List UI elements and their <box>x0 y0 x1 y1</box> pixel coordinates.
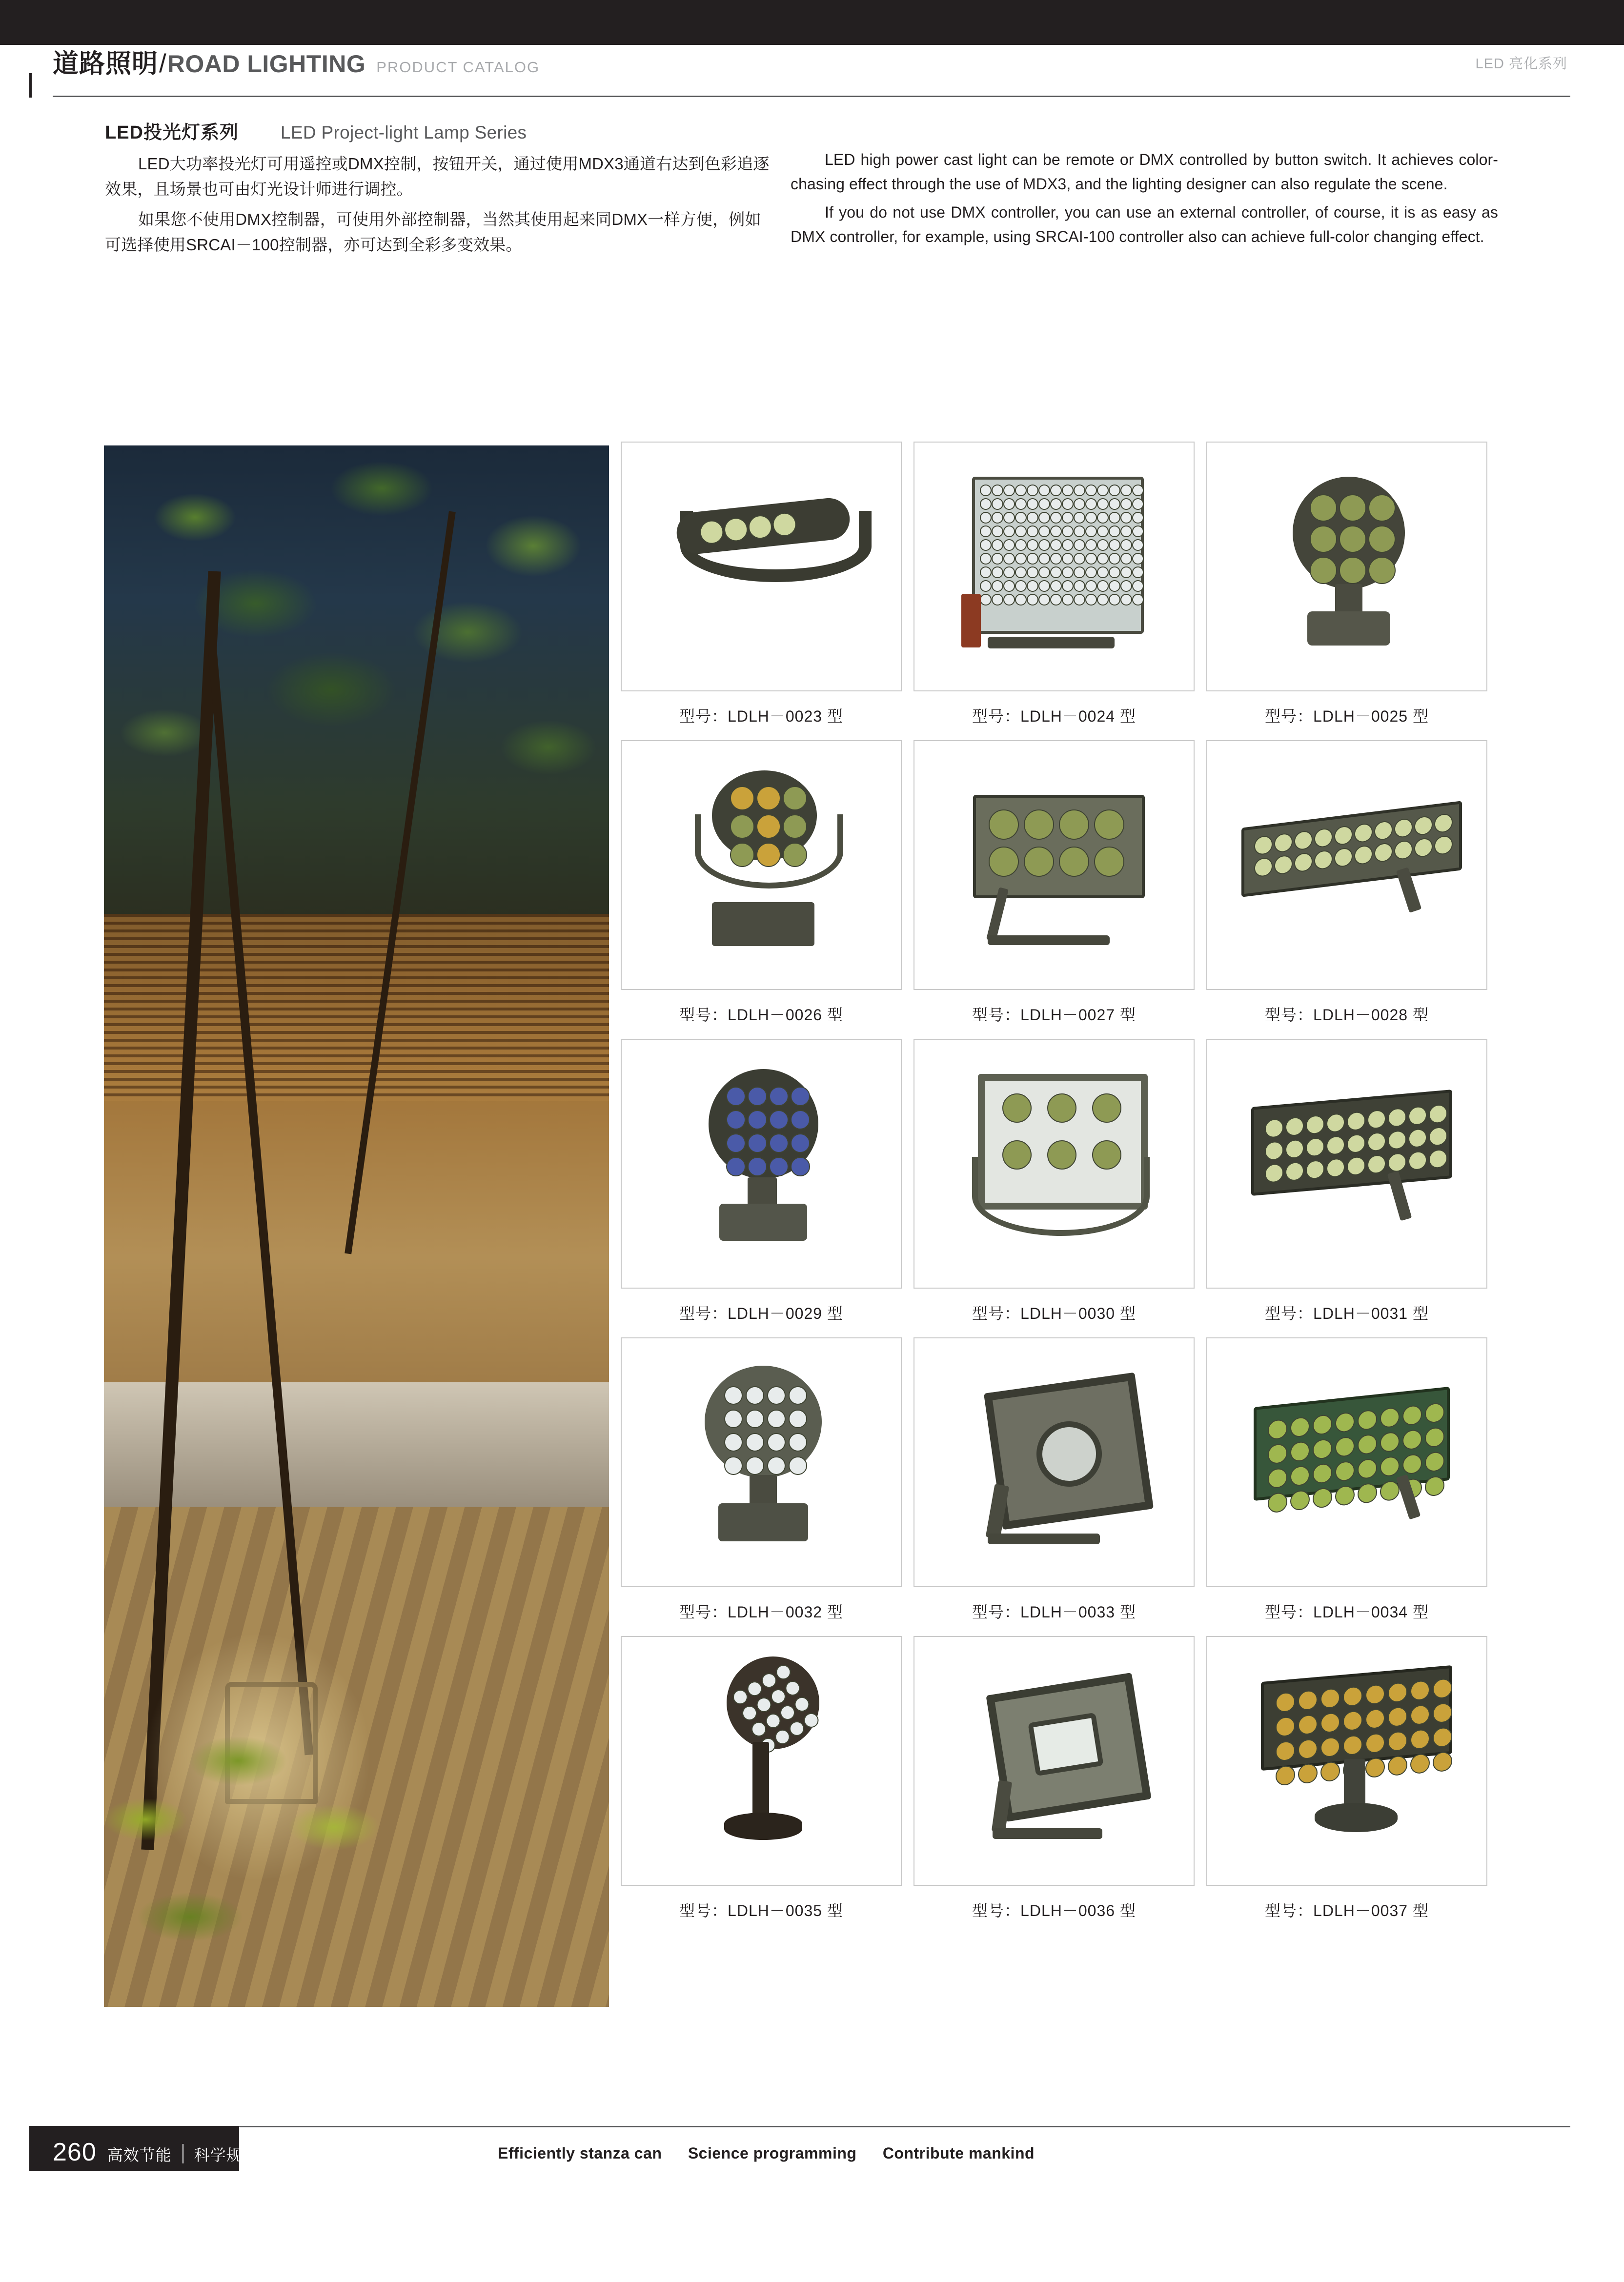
product-row <box>621 1337 1519 1636</box>
lamp-illustration-large-panel <box>914 443 1194 690</box>
product-image-frame <box>621 1636 902 1886</box>
cob-lens <box>1028 1713 1103 1777</box>
footer-divider <box>269 2144 270 2163</box>
photo-counter <box>104 1382 609 1507</box>
product-image-frame <box>621 740 902 990</box>
lamp-illustration-rect-12led <box>914 741 1194 989</box>
product-image-frame <box>1206 1636 1487 1886</box>
application-photo <box>104 445 609 2007</box>
product-caption: 型号：LDLH－0027 型 <box>972 1006 1136 1024</box>
product-image-frame <box>914 442 1195 691</box>
intro-en-paragraph-2: If you do not use DMX controller, you can use an external controller, of course, it is as easy as DMX controller, for example, using SRCAI-100 controller also can achieve full-color changing effect. <box>791 203 1498 245</box>
product-cell[interactable] <box>1206 1337 1487 1636</box>
lamp-illustration-round-blue-18led <box>622 1040 901 1288</box>
header-black-band <box>0 0 1624 45</box>
intro-english-column <box>791 147 1498 253</box>
product-image-frame <box>621 1039 902 1289</box>
product-cell[interactable] <box>621 1039 902 1337</box>
product-cell[interactable] <box>1206 1636 1487 1935</box>
lamp-illustration-flood-cob <box>914 1637 1194 1885</box>
intro-title-en: LED Project-light Lamp Series <box>281 122 527 142</box>
photo-tree-canopy <box>104 445 609 1164</box>
product-image-frame <box>914 1337 1195 1587</box>
lamp-illustration-amber-36led-base <box>1207 1637 1486 1885</box>
product-image-frame <box>914 1636 1195 1886</box>
product-caption: 型号：LDLH－0029 型 <box>679 1305 843 1322</box>
product-cell[interactable] <box>1206 442 1487 740</box>
footer-cn-item-1: 高效节能 <box>107 2146 172 2164</box>
product-image-frame <box>621 1337 902 1587</box>
header-series-label: LED 亮化系列 <box>1475 56 1567 72</box>
content-area <box>0 442 1624 2042</box>
product-cell[interactable] <box>621 1636 902 1935</box>
product-row <box>621 1636 1519 1935</box>
product-cell[interactable] <box>914 1337 1195 1636</box>
intro-title-row <box>105 117 527 144</box>
product-image-frame <box>1206 1337 1487 1587</box>
lamp-illustration-round-white-led-stand <box>622 1338 901 1586</box>
product-caption: 型号：LDLH－0030 型 <box>972 1305 1136 1322</box>
product-caption: 型号：LDLH－0037 型 <box>1265 1902 1429 1919</box>
lamp-illustration-wall-washer-bar <box>1207 741 1486 989</box>
header-title-en: ROAD LIGHTING <box>167 50 366 78</box>
intro-chinese-column <box>105 151 773 263</box>
footer-cn-item-2: 科学规划 <box>194 2146 259 2164</box>
product-image-frame <box>1206 740 1487 990</box>
footer-en-item-2: Science programming <box>688 2144 857 2162</box>
product-image-frame <box>1206 442 1487 691</box>
product-image-frame <box>1206 1039 1487 1289</box>
product-caption: 型号：LDLH－0031 型 <box>1265 1305 1429 1322</box>
product-caption: 型号：LDLH－0032 型 <box>679 1603 843 1621</box>
page-header <box>0 0 1624 98</box>
lamp-illustration-green-36led-bar <box>1207 1338 1486 1586</box>
header-title-cn: 道路照明 <box>53 49 158 78</box>
lamp-illustration-garden-spike-round <box>622 1637 901 1885</box>
product-image-frame <box>914 1039 1195 1289</box>
photo-shrubbery <box>104 1585 437 1976</box>
product-row <box>621 442 1519 740</box>
page-number: 260 <box>53 2138 97 2166</box>
intro-en-paragraph-1: LED high power cast light can be remote or DMX controlled by button switch. It achieves color-chasing effect through the use of MDX3, and the lighting designer can also regulate the scene. <box>791 151 1498 193</box>
header-title-group <box>53 43 540 80</box>
product-caption: 型号：LDLH－0024 型 <box>972 707 1136 725</box>
intro-title-cn: LED投光灯系列 <box>105 122 239 143</box>
lamp-illustration-square-9led-handle <box>914 1040 1194 1288</box>
product-row <box>621 740 1519 1039</box>
product-caption: 型号：LDLH－0034 型 <box>1265 1603 1429 1621</box>
product-image-frame <box>914 740 1195 990</box>
product-cell[interactable] <box>914 740 1195 1039</box>
header-title-slash: / <box>159 49 166 78</box>
header-subtitle-en: PRODUCT CATALOG <box>376 59 540 76</box>
product-cell[interactable] <box>914 1039 1195 1337</box>
footer-rule <box>53 2126 1570 2127</box>
page-footer <box>0 2126 1624 2223</box>
product-caption: 型号：LDLH－0028 型 <box>1265 1006 1429 1024</box>
footer-en-item-1: Efficiently stanza can <box>498 2144 662 2162</box>
product-caption: 型号：LDLH－0036 型 <box>972 1902 1136 1919</box>
lamp-illustration-rect-36led-angled <box>1207 1040 1486 1288</box>
footer-chinese-group <box>53 2138 345 2172</box>
header-rule <box>53 96 1570 97</box>
intro-cn-paragraph-1: LED大功率投光灯可用遥控或DMX控制，按钮开关，通过使用MDX3通道右达到色彩追逐效果，且场景也可由灯光设计师进行调控。 <box>105 155 770 198</box>
product-cell[interactable] <box>621 1337 902 1636</box>
product-caption: 型号：LDLH－0025 型 <box>1265 707 1429 725</box>
product-row <box>621 1039 1519 1337</box>
footer-english-group <box>498 2144 1056 2162</box>
product-cell[interactable] <box>914 442 1195 740</box>
product-grid <box>621 442 1519 1935</box>
product-cell[interactable] <box>621 740 902 1039</box>
product-image-frame <box>621 442 902 691</box>
lamp-illustration-arc-bar <box>622 443 901 690</box>
product-caption: 型号：LDLH－0023 型 <box>679 707 843 725</box>
product-cell[interactable] <box>621 442 902 740</box>
product-cell[interactable] <box>1206 1039 1487 1337</box>
header-left-tick <box>29 73 32 98</box>
intro-cn-paragraph-2: 如果您不使用DMX控制器，可使用外部控制器，当然其使用起来同DMX一样方便，例如可选择使用SRCAI－100控制器，亦可达到全彩多变效果。 <box>105 210 761 254</box>
product-caption: 型号：LDLH－0026 型 <box>679 1006 843 1024</box>
lamp-illustration-flood-single-lens <box>914 1338 1194 1586</box>
footer-en-item-3: Contribute mankind <box>882 2144 1035 2162</box>
product-caption: 型号：LDLH－0035 型 <box>679 1902 843 1919</box>
lamp-illustration-round-9led <box>1207 443 1486 690</box>
product-cell[interactable] <box>1206 740 1487 1039</box>
footer-cn-item-3: 造福人类 <box>281 2146 345 2164</box>
lamp-illustration-round-amber-yoke <box>622 741 901 989</box>
product-caption: 型号：LDLH－0033 型 <box>972 1603 1136 1621</box>
product-cell[interactable] <box>914 1636 1195 1935</box>
